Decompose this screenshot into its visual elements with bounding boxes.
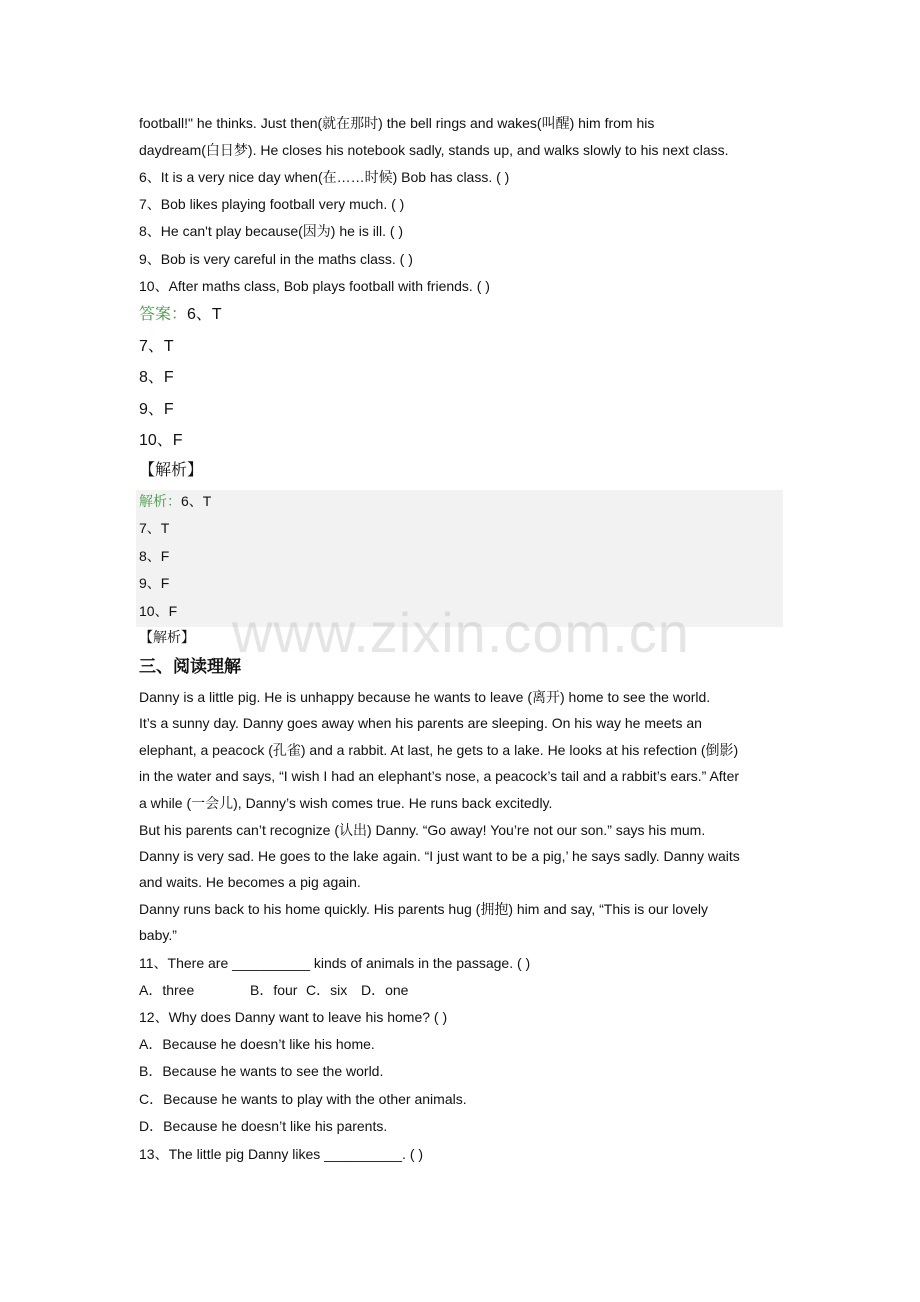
question-13: 13、The little pig Danny likes __________. ( ): [139, 1146, 424, 1162]
question-6: 6、It is a very nice day when(在……时候) Bob has class. ( ): [139, 169, 510, 185]
answer-item: 8、F: [139, 369, 174, 386]
reading-line: It’s a sunny day. Danny goes away when his parents are sleeping. On his way he meets an: [139, 715, 702, 731]
answer-item: 6、T: [187, 306, 222, 323]
passage-line: daydream(白日梦). He closes his notebook sadly, stands up, and walks slowly to his next class.: [139, 142, 729, 158]
passage-line: football!" he thinks. Just then(就在那时) the bell rings and wakes(叫醒) him from his: [139, 115, 655, 131]
reading-line: Danny runs back to his home quickly. His parents hug (拥抱) him and say, “This is our lovely: [139, 901, 709, 917]
question-9: 9、Bob is very careful in the maths class. ( ): [139, 251, 413, 267]
analysis-label: 解析：: [139, 493, 181, 509]
question-12: 12、Why does Danny want to leave his home? ( ): [139, 1009, 448, 1025]
analysis-item: 8、F: [139, 548, 170, 564]
q12-option-d: D．Because he doesn’t like his parents.: [139, 1118, 388, 1134]
analysis-item: 6、T: [181, 493, 212, 509]
q11-option-c: C．six: [306, 982, 348, 998]
analysis-item: 10、F: [139, 603, 178, 619]
q11-option-a: A．three: [139, 982, 195, 998]
q12-option-b: B．Because he wants to see the world.: [139, 1063, 384, 1079]
answer-item: 7、T: [139, 338, 174, 355]
q12-option-c: C．Because he wants to play with the other animals.: [139, 1091, 467, 1107]
reading-line: But his parents can’t recognize (认出) Danny. “Go away! You’re not our son.” says his mum.: [139, 822, 706, 838]
question-7: 7、Bob likes playing football very much. ( ): [139, 196, 405, 212]
q11-option-d: D．one: [361, 982, 409, 998]
reading-line: and waits. He becomes a pig again.: [139, 874, 361, 890]
analysis-item: 7、T: [139, 520, 170, 536]
analysis-heading: 【解析】: [139, 462, 204, 479]
analysis-item: 9、F: [139, 575, 170, 591]
watermark: www.zixin.com.cn: [232, 601, 690, 664]
reading-line: baby.”: [139, 927, 177, 943]
answer-item: 10、F: [139, 432, 183, 449]
reading-line: Danny is a little pig. He is unhappy because he wants to leave (离开) home to see the world.: [139, 689, 711, 705]
analysis-line: [139, 492, 211, 510]
reading-line: a while (一会儿), Danny’s wish comes true. He runs back excitedly.: [139, 795, 553, 811]
question-11: 11、There are __________ kinds of animals in the passage. ( ): [139, 955, 531, 971]
answer-label: 答案：: [139, 306, 188, 323]
q11-option-b: B．four: [250, 982, 298, 998]
question-8: 8、He can't play because(因为) he is ill. ( ): [139, 223, 404, 239]
reading-line: Danny is very sad. He goes to the lake again. “I just want to be a pig,’ he says sadly. Danny waits: [139, 848, 740, 864]
reading-line: elephant, a peacock (孔雀) and a rabbit. At last, he gets to a lake. He looks at his refection (倒影): [139, 742, 739, 758]
question-10: 10、After maths class, Bob plays football with friends. ( ): [139, 278, 490, 294]
answer-line: [139, 305, 222, 325]
section-title: 三、阅读理解: [139, 657, 241, 676]
q12-option-a: A．Because he doesn’t like his home.: [139, 1036, 375, 1052]
answer-item: 9、F: [139, 401, 174, 418]
reading-line: in the water and says, “I wish I had an elephant’s nose, a peacock’s tail and a rabbit’s ears.” After: [139, 768, 740, 784]
analysis-footer: 【解析】: [139, 629, 195, 645]
